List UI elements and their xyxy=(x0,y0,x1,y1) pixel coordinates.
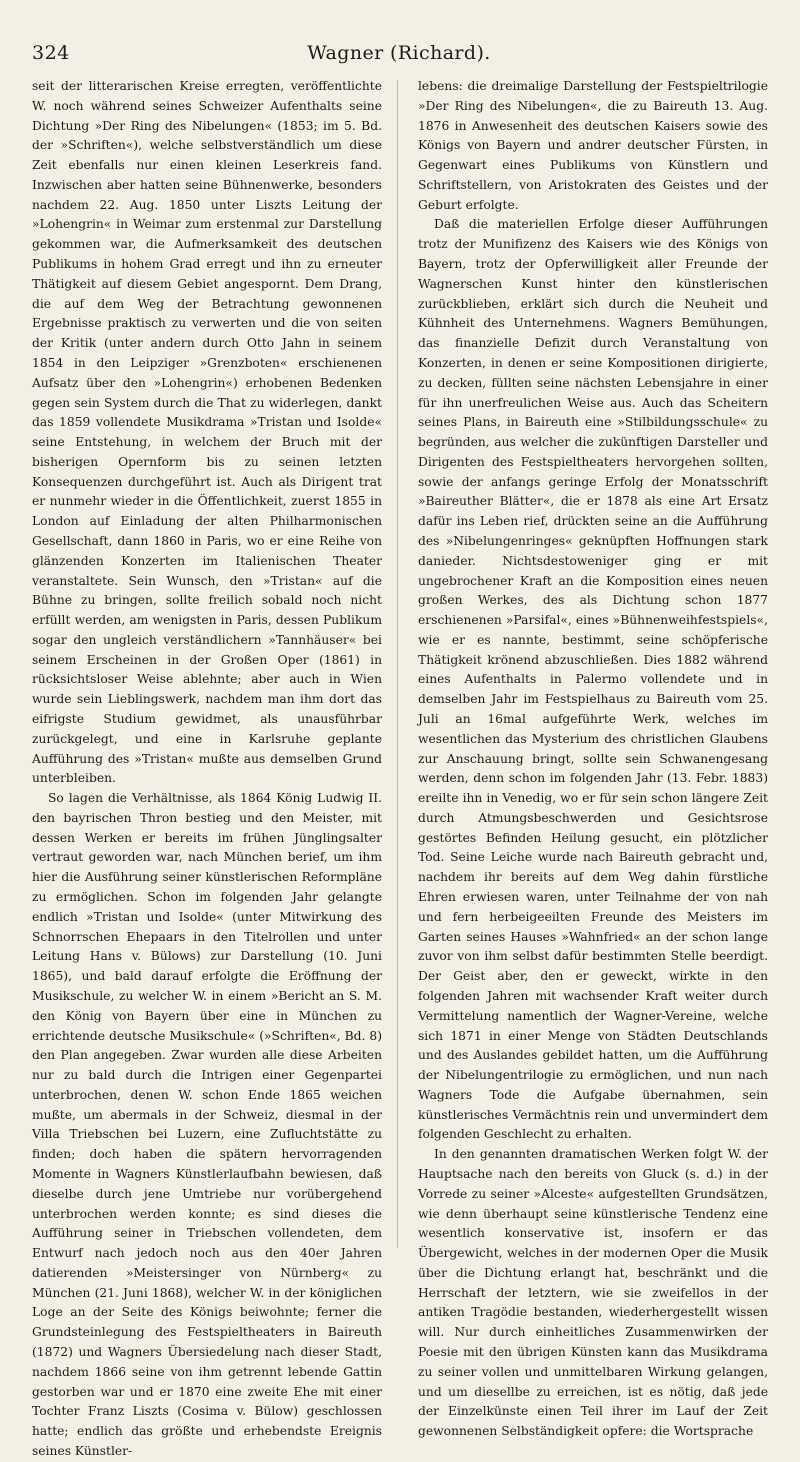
column-divider xyxy=(397,80,398,1248)
left-paragraph-1: seit der litterarischen Kreise erregten, veröffentlichte W. noch während seines Schweizer Aufenthalts seine Dichtung »Der Ring des Nibelungen« (1853; im 5. Bd. der »Schriften«), welche selbstverständlich um diese Zeit ebenfalls nur einen kleinen Leserkreis fand. Inzwischen aber hatten seine Bühnenwerke, besonders nachdem 22. Aug. 1850 unter Liszts Leitung der »Lohengrin« in Weimar zum erstenmal zur Darstellung gekommen war, die Aufmerksamkeit des deutschen Publikums in hohem Grad erregt und ihn zu erneuter Thätigkeit auf diesem Gebiet angespornt. Dem Drang, die auf dem Weg der Betrachtung gewonnenen Ergebnisse praktisch zu verwerten und die von seiten der Kritik (unter andern durch Otto Jahn in seinem 1854 in den Leipziger »Grenzboten« erschienenen Aufsatz über den »Lohengrin«) erhobenen Bedenken gegen sein System durch die That zu widerlegen, dankt das 1859 vollendete Musikdrama »Tristan und Isolde« seine Entstehung, in welchem der Bruch mit der bisherigen Opernform bis zu seinen letzten Konsequenzen durchgeführt ist. Auch als Dirigent trat er nunmehr wieder in die Öffentlichkeit, zuerst 1855 in London auf Einladung der alten Philharmonischen Gesellschaft, dann 1860 in Paris, wo er eine Reihe von glänzenden Konzerten im Italienischen Theater veranstaltete. Sein Wunsch, den »Tristan« auf die Bühne zu bringen, sollte freilich sobald noch nicht erfüllt werden, am wenigsten in Paris, dessen Publikum sogar den ungleich verständlichern »Tannhäuser« bei seinem Erscheinen in der Großen Oper (1861) in rücksichtsloser Weise ablehnte; aber auch in Wien wurde sein Lieblingswerk, nachdem man ihm dort das eifrigste Studium gewidmet, als unausführbar zurückgelegt, und eine in Karlsruhe geplante Aufführung des »Tristan« mußte aus demselben Grund unterbleiben. xyxy=(32,79,382,786)
left-paragraph-2: So lagen die Verhältnisse, als 1864 König Ludwig II. den bayrischen Thron bestieg und den Meister, mit dessen Werken er bereits im frühen Jünglingsalter vertraut geworden war, nach München berief, um ihm hier die Ausführung seiner künstlerischen Reformpläne zu ermöglichen. Schon im folgenden Jahr gelangte endlich »Tristan und Isolde« (unter Mitwirkung des Schnorrschen Ehepaars in den Titelrollen und unter Leitung Hans v. Bülows) zur Darstellung (10. Juni 1865), und bald darauf erfolgte die Eröffnung der Musikschule, zu welcher W. in einem »Bericht an S. M. den König von Bayern über eine in München zu errichtende deutsche Musikschule« (»Schriften«, Bd. 8) den Plan angegeben. Zwar wurden alle diese Arbeiten nur zu bald durch die Intrigen einer Gegenpartei unterbrochen, denen W. schon Ende 1865 weichen mußte, um abermals in der Schweiz, diesmal in der Villa Triebschen bei Luzern, eine Zufluchtstätte zu finden; doch haben die spätern hervorragenden Momente in Wagners Künstlerlaufbahn bewiesen, daß dieselbe durch jene Umtriebe nur vorübergehend unterbrochen werden konnte; es sind dieses die Aufführung seiner in Triebschen vollendeten, dem Entwurf nach jedoch noch aus den 40er Jahren datierenden »Meistersinger von Nürnberg« zu München (21. Juni 1868), welcher W. in der königlichen Loge an der Seite des Königs beiwohnte; ferner die Grundsteinlegung des Festspieltheaters in Baireuth (1872) und Wagners Übersiedelung nach dieser Stadt, nachdem 1866 seine von ihm getrennt lebende Gattin gestorben war und er 1870 eine zweite Ehe mit einer Tochter Franz Liszts (Cosima v. Bülow) geschlossen hatte; endlich das größte und erhebendste Ereignis seines Künstler- xyxy=(32,791,382,1458)
page-header xyxy=(32,42,766,68)
left-column xyxy=(32,77,382,1462)
right-paragraph-1: lebens: die dreimalige Darstellung der Festspieltrilogie »Der Ring des Nibelungen«, die zu Baireuth 13. Aug. 1876 in Anwesenheit des deutschen Kaisers sowie des Königs von Bayern und andrer deutscher Fürsten, in Gegenwart eines Publikums von Künstlern und Schriftstellern, von Aristokraten des Geistes und der Geburt erfolgte. xyxy=(418,79,768,212)
right-paragraph-3: In den genannten dramatischen Werken folgt W. der Hauptsache nach den bereits von Gluck (s. d.) in der Vorrede zu seiner »Alceste« aufgestellten Grundsätzen, wie denn überhaupt seine künstlerische Tendenz eine wesentlich konservative ist, insofern er das Übergewicht, welches in der modernen Oper die Musik über die Dichtung erlangt hat, beschränkt und die Herrschaft der letztern, wie sie zweifellos in der antiken Tragödie bestanden, wiederhergestellt wissen will. Nur durch einheitliches Zusammenwirken der Poesie mit den übrigen Künsten kann das Musikdrama zu seiner vollen und unmittelbaren Wirkung gelangen, und um diesellbe zu erreichen, ist es nötig, daß jede der Einzelkünste einen Teil ihrer im Lauf der Zeit gewonnenen Selbständigkeit opfere: die Wortsprache xyxy=(418,1147,768,1439)
right-column xyxy=(418,77,768,1442)
page-number: 324 xyxy=(32,42,70,64)
right-paragraph-2: Daß die materiellen Erfolge dieser Aufführungen trotz der Munifizenz des Kaisers wie des Königs von Bayern, trotz der Opferwilligkeit aller Freunde der Wagnerschen Kunst hinter den künstlerischen zurückblieben, erklärt sich durch die Neuheit und Kühnheit des Unternehmens. Wagners Bemühungen, das finanzielle Defizit durch Veranstaltung von Konzerten, in denen er seine Kompositionen dirigierte, zu decken, füllten seine nächsten Lebensjahre in einer für ihn unerfreulichen Weise aus. Auch das Scheitern seines Plans, in Baireuth eine »Stilbildungsschule« zu begründen, aus welcher die zukünftigen Darsteller und Dirigenten des Festspieltheaters hervorgehen sollten, sowie der anfangs geringe Erfolg der Monatsschrift »Baireuther Blätter«, die er 1878 als eine Art Ersatz dafür ins Leben rief, drückten seine an die Aufführung des »Nibelungenringes« geknüpften Hoffnungen stark danieder. Nichtsdestoweniger ging er mit ungebrochener Kraft an die Komposition eines neuen großen Werkes, des als Dichtung schon 1877 erschienenen »Parsifal«, eines »Bühnenweihfestspiels«, wie er es nannte, bestimmt, seine schöpferische Thätigkeit krönend abzuschließen. Dies 1882 während eines Aufenthalts in Palermo vollendete und in demselben Jahr im Festspielhaus zu Baireuth vom 25. Juli an 16mal aufgeführte Werk, welches im wesentlichen das Mysterium des christlichen Glaubens zur Anschauung bringt, sollte sein Schwanengesang werden, denn schon im folgenden Jahr (13. Febr. 1883) ereilte ihn in Venedig, wo er für sein schon längere Zeit durch Atmungsbeschwerden und Gesichtsrose gestörtes Befinden Heilung gesucht, ein plötzlicher Tod. Seine Leiche wurde nach Baireuth gebracht und, nachdem ihr bereits auf dem Weg dahin fürstliche Ehren erwiesen waren, unter Teilnahme der von nah und fern herbeigeeilten Freunde des Meisters im Garten seines Hauses »Wahnfried« an der schon lange zuvor von ihm selbst dafür bestimmten Stelle beerdigt. Der Geist aber, den er geweckt, wirkte in den folgenden Jahren mit wachsender Kraft weiter durch Vermittelung namentlich der Wagner-Vereine, welche sich 1871 in einer Menge von Städten Deutschlands und des Auslandes gebildet hatten, um die Aufführung der Nibelungentrilogie zu ermöglichen, und nun nach Wagners Tode die Aufgabe übernahmen, sein künstlerisches Vermächtnis rein und unvermindert dem folgenden Geschlecht zu erhalten. xyxy=(418,217,768,1142)
running-head: Wagner (Richard). xyxy=(307,42,491,64)
